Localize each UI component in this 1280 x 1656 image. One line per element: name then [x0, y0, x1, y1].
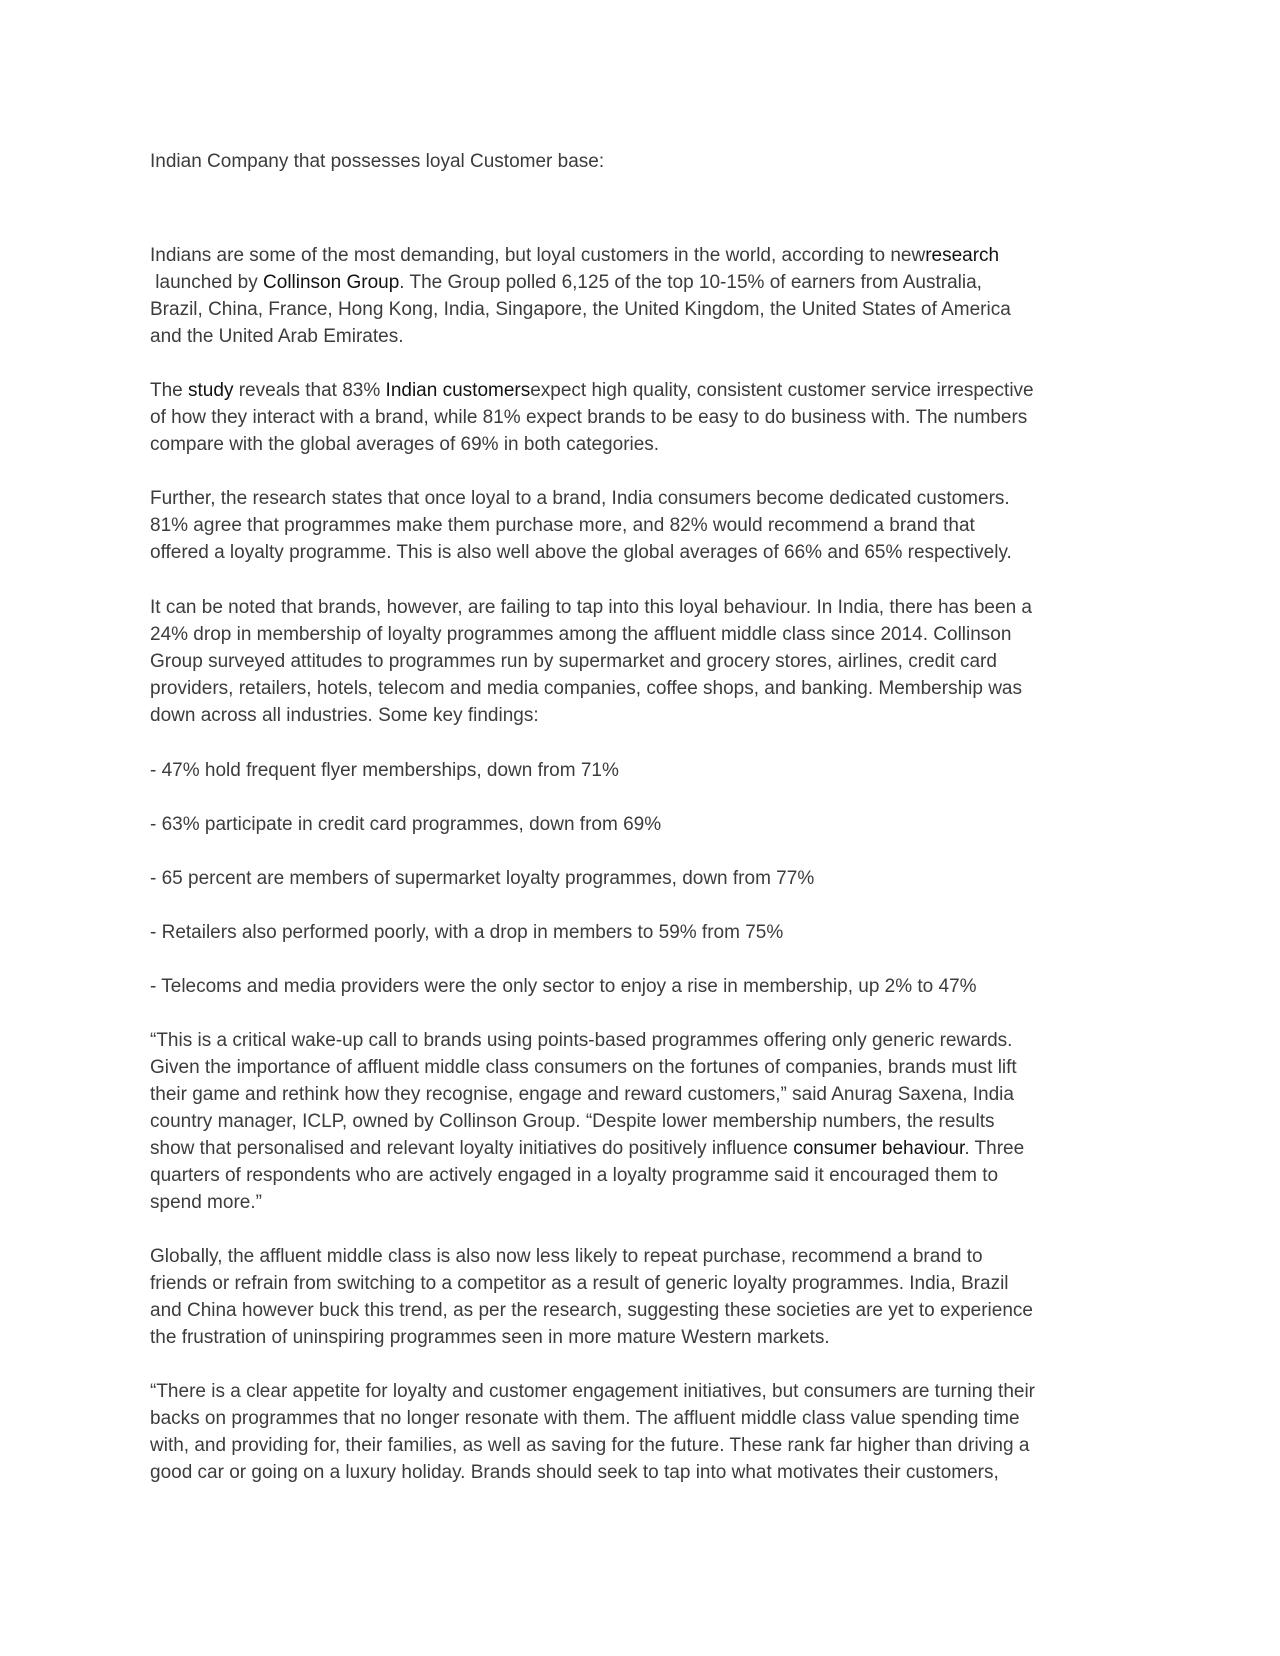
paragraph-loyalty — [150, 485, 1140, 566]
paragraph-intro — [150, 242, 1140, 350]
text-line: the frustration of uninspiring programmes seen in more mature Western markets. — [150, 1327, 830, 1348]
text-run: reveals that 83% — [233, 380, 386, 401]
text-line: offered a loyalty programme. This is also well above the global averages of 66% and 65% respectively. — [150, 542, 1012, 563]
text-line: providers, retailers, hotels, telecom and media companies, coffee shops, and banking. Membership was — [150, 678, 1022, 699]
text-run: . Three — [964, 1138, 1025, 1159]
text-line: backs on programmes that no longer resonate with them. The affluent middle class value spending time — [150, 1408, 1020, 1429]
text-line: and the United Arab Emirates. — [150, 326, 404, 347]
text-line: compare with the global averages of 69% in both categories. — [150, 434, 660, 455]
text-line: Globally, the affluent middle class is also now less likely to repeat purchase, recommend a brand to — [150, 1246, 983, 1267]
document-page — [150, 0, 1140, 1656]
research-link[interactable]: research — [925, 245, 1000, 266]
text-line: and China however buck this trend, as per the research, suggesting these societies are yet to experience — [150, 1300, 1033, 1321]
text-line: Given the importance of affluent middle class consumers on the fortunes of companies, brands must lift — [150, 1057, 1017, 1078]
text-line: Brazil, China, France, Hong Kong, India, Singapore, the United Kingdom, the United States of America — [150, 299, 1011, 320]
text-line: country manager, ICLP, owned by Collinson Group. “Despite lower membership numbers, the results — [150, 1111, 995, 1132]
finding-item: - 63% participate in credit card programmes, down from 69% — [150, 814, 662, 835]
text-line: good car or going on a luxury holiday. Brands should seek to tap into what motivates their customers, — [150, 1462, 999, 1483]
text-line: “This is a critical wake-up call to brands using points-based programmes offering only generic rewards. — [150, 1030, 1013, 1051]
text-run: launched by — [150, 272, 264, 293]
text-line: spend more.” — [150, 1192, 262, 1213]
text-run: expect high quality, consistent customer service irrespective — [530, 380, 1034, 401]
study-link[interactable]: study — [188, 380, 234, 401]
text-line: 24% drop in membership of loyalty programmes among the affluent middle class since 2014. Collinson — [150, 624, 1012, 645]
consumer-behaviour-link[interactable]: consumer behaviour — [793, 1138, 965, 1159]
text-line: quarters of respondents who are actively engaged in a loyalty programme said it encouraged them to — [150, 1165, 999, 1186]
text-line: their game and rethink how they recognise, engage and reward customers,” said Anurag Saxena, India — [150, 1084, 1014, 1105]
text-line — [150, 269, 1140, 296]
paragraph-appetite — [150, 1378, 1140, 1486]
text-line: It can be noted that brands, however, are failing to tap into this loyal behaviour. In India, there has been a — [150, 597, 1032, 618]
finding-item: - Retailers also performed poorly, with a drop in members to 59% from 75% — [150, 922, 784, 943]
indian-customers-link[interactable]: Indian customers — [385, 380, 531, 401]
paragraph-quote — [150, 1027, 1140, 1216]
finding-item: - 65 percent are members of supermarket loyalty programmes, down from 77% — [150, 868, 815, 889]
text-line — [150, 242, 1140, 269]
text-line: Further, the research states that once loyal to a brand, India consumers become dedicated customers. — [150, 488, 1010, 509]
paragraph-membership — [150, 594, 1140, 729]
text-line: of how they interact with a brand, while 81% expect brands to be easy to do business with. The numbers — [150, 407, 1028, 428]
text-line: down across all industries. Some key findings: — [150, 705, 539, 726]
paragraph-global — [150, 1243, 1140, 1351]
text-line: friends or refrain from switching to a competitor as a result of generic loyalty programmes. India, Brazil — [150, 1273, 1009, 1294]
text-line: “There is a clear appetite for loyalty and customer engagement initiatives, but consumers are turning their — [150, 1381, 1036, 1402]
text-run: Indians are some of the most demanding, but loyal customers in the world, according to new — [150, 245, 926, 266]
text-line: Group surveyed attitudes to programmes run by supermarket and grocery stores, airlines, credit card — [150, 651, 997, 672]
finding-item: - 47% hold frequent flyer memberships, down from 71% — [150, 760, 619, 781]
text-run: The — [150, 380, 189, 401]
page-title: Indian Company that possesses loyal Customer base: — [150, 151, 605, 172]
collinson-group-link[interactable]: Collinson Group — [263, 272, 400, 293]
text-run: . The Group polled 6,125 of the top 10-15% of earners from Australia, — [399, 272, 982, 293]
text-run: show that personalised and relevant loyalty initiatives do positively influence — [150, 1138, 794, 1159]
text-line — [150, 1135, 1140, 1162]
finding-item: - Telecoms and media providers were the only sector to enjoy a rise in membership, up 2% to 47% — [150, 976, 977, 997]
text-line: with, and providing for, their families, as well as saving for the future. These rank far higher than driving a — [150, 1435, 1030, 1456]
text-line — [150, 377, 1140, 404]
text-line: 81% agree that programmes make them purchase more, and 82% would recommend a brand that — [150, 515, 975, 536]
paragraph-study — [150, 377, 1140, 458]
